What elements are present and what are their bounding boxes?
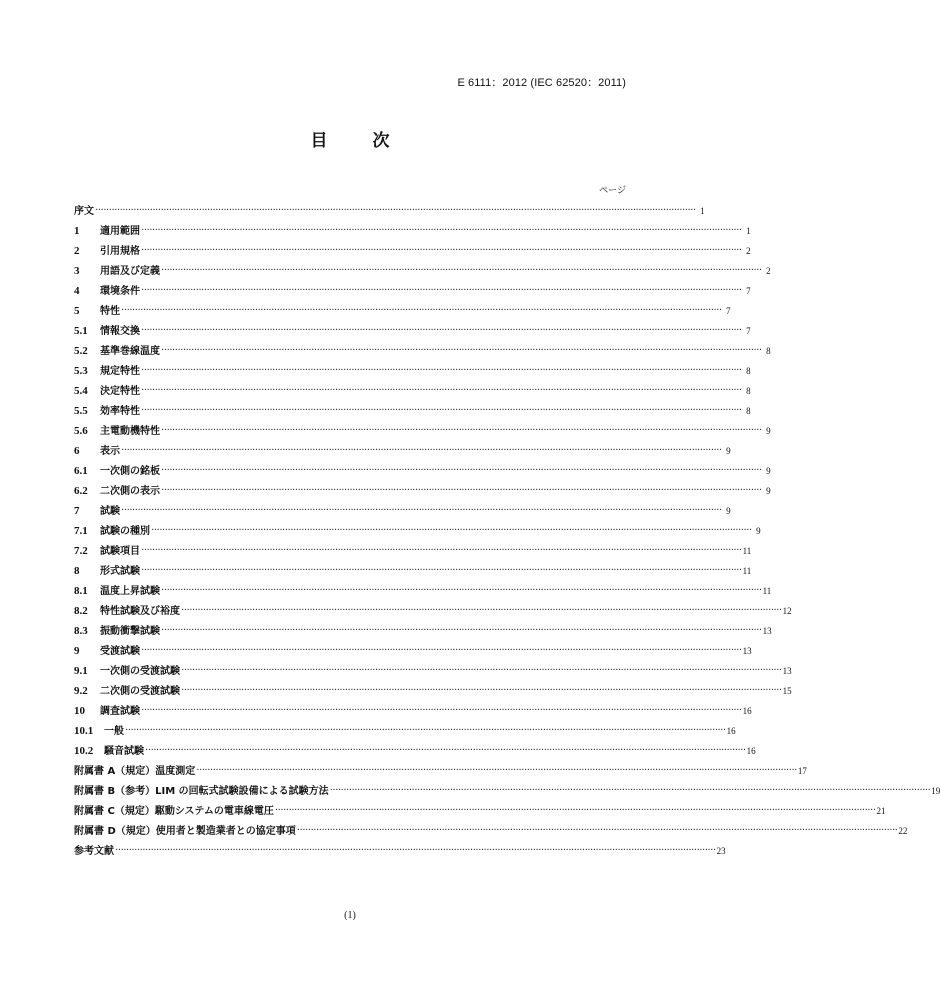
toc-entry-page: 13 (762, 626, 772, 636)
toc-entry-page: 21 (876, 806, 886, 816)
toc-entry[interactable] (74, 418, 771, 438)
toc-leader-dots: ···························································································································································································································· (161, 345, 762, 356)
toc-entry-title: 一次側の銘板 (100, 466, 160, 477)
toc-entry-number: 7 (74, 505, 80, 517)
toc-leader-dots: ···························································································································································································································· (296, 825, 898, 836)
toc-entry-title: 調査試験 (100, 706, 140, 717)
toc-entry-number: 5.2 (74, 345, 88, 357)
toc-entry[interactable] (74, 738, 756, 758)
toc-entry-title: 振動衝撃試験 (100, 626, 160, 637)
toc-leader-dots: ···························································································································································································································· (121, 445, 722, 456)
toc-entry-page: 8 (746, 366, 751, 376)
toc-entry[interactable] (74, 698, 752, 718)
toc-leader-dots: ···························································································································································································································· (141, 385, 742, 396)
toc-entry-number: 7.1 (74, 525, 88, 537)
toc-leader-dots: ···························································································································································································································· (161, 425, 762, 436)
toc-entry-title: 騒音試験 (104, 746, 144, 757)
standard-code: E 6111：2012 (IEC 62520：2011) (457, 77, 626, 89)
toc-entry-title: 主電動機特性 (100, 426, 160, 437)
toc-entry-number: 8.1 (74, 585, 88, 597)
toc-leader-dots: ···························································································································································································································· (141, 565, 742, 576)
toc-entry[interactable] (74, 338, 771, 358)
toc-entry[interactable] (74, 278, 751, 298)
toc-entry-page: 16 (742, 706, 752, 716)
toc-entry[interactable] (74, 838, 726, 858)
toc-entry-page: 8 (766, 346, 771, 356)
toc-entry-title: 引用規格 (100, 246, 140, 257)
toc-entry-title: 効率特性 (100, 406, 140, 417)
toc-entry[interactable] (74, 558, 752, 578)
toc-entry-page: 1 (746, 226, 751, 236)
toc-leader-dots: ···························································································································································································································· (161, 485, 762, 496)
toc-entry-page: 9 (766, 426, 771, 436)
toc-entry[interactable] (74, 198, 705, 218)
toc-entry-title: 試験の種別 (100, 526, 150, 537)
toc-leader-dots: ···························································································································································································································· (151, 525, 752, 536)
toc-leader-dots: ···························································································································································································································· (161, 585, 762, 596)
toc-leader-dots: ···························································································································································································································· (141, 645, 742, 656)
toc-leader-dots: ···························································································································································································································· (141, 325, 742, 336)
toc-entry-title: 適用範囲 (100, 226, 140, 237)
toc-entry-page: 7 (726, 306, 731, 316)
toc-entry[interactable] (74, 218, 751, 238)
toc-leader-dots: ···························································································································································································································· (141, 245, 742, 256)
toc-leader-dots: ···························································································································································································································· (115, 845, 716, 856)
toc-leader-dots: ···························································································································································································································· (181, 605, 782, 616)
toc-entry-page: 13 (742, 646, 752, 656)
toc-entry[interactable] (74, 798, 886, 818)
toc-entry-title: 序文 (74, 206, 94, 217)
toc-entry-number: 5.1 (74, 325, 88, 337)
page-number-footer: (1) (344, 910, 356, 921)
toc-entry-page: 9 (726, 446, 731, 456)
toc-leader-dots: ···························································································································································································································· (141, 225, 742, 236)
toc-entry-page: 8 (746, 386, 751, 396)
toc-leader-dots: ···························································································································································································································· (161, 625, 762, 636)
toc-entry-title: 規定特性 (100, 366, 140, 377)
toc-entry[interactable] (74, 258, 771, 278)
toc-leader-dots: ···························································································································································································································· (274, 805, 876, 816)
toc-entry-title: 特性 (100, 306, 120, 317)
toc-entry[interactable] (74, 318, 751, 338)
toc-entry-title: 附属書 C（規定）駆動システムの電車線電圧 (74, 806, 274, 817)
toc-entry-number: 8.2 (74, 605, 88, 617)
toc-entry-number: 8.3 (74, 625, 88, 637)
toc-entry[interactable] (74, 518, 761, 538)
toc-entry[interactable] (74, 658, 792, 678)
toc-leader-dots: ···························································································································································································································· (141, 365, 742, 376)
toc-entry-page: 11 (762, 586, 772, 596)
toc-entry-page: 9 (766, 486, 771, 496)
toc-entry-title: 受渡試験 (100, 646, 140, 657)
toc-entry-title: 試験項目 (100, 546, 140, 557)
toc-leader-dots: ···························································································································································································································· (181, 685, 782, 696)
page-column-label: ページ (599, 186, 626, 196)
toc-entry[interactable] (74, 678, 792, 698)
toc-leader-dots: ···························································································································································································································· (141, 705, 742, 716)
toc-entry-page: 2 (746, 246, 751, 256)
toc-entry-number: 6.2 (74, 485, 88, 497)
toc-entry-title: 基準巻線温度 (100, 346, 160, 357)
toc-leader-dots: ···························································································································································································································· (329, 785, 931, 796)
toc-entry-title: 試験 (100, 506, 120, 517)
toc-entry[interactable] (74, 638, 752, 658)
toc-entry[interactable] (74, 298, 731, 318)
toc-entry-page: 16 (726, 726, 736, 736)
toc-entry-number: 5.3 (74, 365, 88, 377)
toc-entry-number: 4 (74, 285, 80, 297)
toc-entry-title: 表示 (100, 446, 120, 457)
toc-entry-page: 7 (746, 286, 751, 296)
toc-entry-number: 3 (74, 265, 80, 277)
toc-leader-dots: ···························································································································································································································· (196, 765, 797, 776)
toc-entry-page: 19 (931, 786, 940, 796)
toc-entry[interactable] (74, 238, 751, 258)
toc-entry[interactable] (74, 758, 807, 778)
toc-entry-page: 16 (746, 746, 756, 756)
toc-entry-title: 附属書 D（規定）使用者と製造業者との協定事項 (74, 826, 296, 837)
toc-title: 目 次 (310, 131, 404, 151)
toc-entry-title: 形式試験 (100, 566, 140, 577)
toc-entry-number: 5.6 (74, 425, 88, 437)
toc-leader-dots: ···························································································································································································································· (121, 505, 722, 516)
toc-list (74, 198, 940, 858)
toc-leader-dots: ···························································································································································································································· (181, 665, 782, 676)
toc-entry-title: 一般 (104, 726, 124, 737)
toc-entry-page: 9 (726, 506, 731, 516)
toc-entry-number: 10.1 (74, 725, 94, 737)
toc-entry-page: 1 (700, 206, 705, 216)
toc-leader-dots: ···························································································································································································································· (161, 465, 762, 476)
toc-leader-dots: ···························································································································································································································· (95, 205, 696, 216)
toc-entry[interactable] (74, 618, 772, 638)
toc-entry-number: 5.4 (74, 385, 88, 397)
toc-entry-number: 9.1 (74, 665, 88, 677)
toc-entry-page: 8 (746, 406, 751, 416)
toc-leader-dots: ···························································································································································································································· (125, 725, 726, 736)
toc-entry-number: 10.2 (74, 745, 94, 757)
toc-entry-title: 用語及び定義 (100, 266, 160, 277)
toc-entry-page: 12 (782, 606, 792, 616)
toc-leader-dots: ···························································································································································································································· (121, 305, 722, 316)
toc-entry-page: 15 (782, 686, 792, 696)
toc-entry-number: 5.5 (74, 405, 88, 417)
toc-entry-page: 17 (797, 766, 807, 776)
toc-entry-number: 10 (74, 705, 85, 717)
toc-entry[interactable] (74, 398, 751, 418)
toc-entry-page: 2 (766, 266, 771, 276)
toc-entry[interactable] (74, 498, 731, 518)
toc-entry[interactable] (74, 358, 751, 378)
toc-entry-number: 9 (74, 645, 80, 657)
toc-entry[interactable] (74, 378, 751, 398)
toc-entry-page: 11 (742, 546, 752, 556)
toc-entry-page: 9 (766, 466, 771, 476)
toc-entry-title: 環境条件 (100, 286, 140, 297)
toc-entry[interactable] (74, 478, 771, 498)
toc-entry-page: 22 (898, 826, 908, 836)
toc-entry-title: 二次側の受渡試験 (100, 686, 180, 697)
toc-entry-title: 一次側の受渡試験 (100, 666, 180, 677)
toc-leader-dots: ···························································································································································································································· (161, 265, 762, 276)
toc-entry-title: 二次側の表示 (100, 486, 160, 497)
toc-entry-page: 9 (756, 526, 761, 536)
toc-entry-number: 5 (74, 305, 80, 317)
toc-entry-title: 参考文献 (74, 846, 114, 857)
toc-entry[interactable] (74, 818, 908, 838)
toc-entry-number: 9.2 (74, 685, 88, 697)
toc-entry-number: 6 (74, 445, 80, 457)
toc-leader-dots: ···························································································································································································································· (141, 405, 742, 416)
toc-leader-dots: ···························································································································································································································· (141, 285, 742, 296)
toc-entry[interactable] (74, 458, 771, 478)
toc-entry-page: 7 (746, 326, 751, 336)
toc-entry[interactable] (74, 778, 940, 798)
toc-entry-title: 附属書 B（参考）LIM の回転式試験設備による試験方法 (74, 786, 329, 797)
toc-entry[interactable] (74, 598, 792, 618)
toc-entry-page: 13 (782, 666, 792, 676)
toc-entry-number: 1 (74, 225, 80, 237)
toc-entry-number: 8 (74, 565, 80, 577)
toc-entry-number: 6.1 (74, 465, 88, 477)
toc-entry-number: 2 (74, 245, 80, 257)
toc-entry[interactable] (74, 538, 752, 558)
toc-entry[interactable] (74, 718, 736, 738)
toc-leader-dots: ···························································································································································································································· (141, 545, 742, 556)
toc-leader-dots: ···························································································································································································································· (145, 745, 746, 756)
toc-entry[interactable] (74, 438, 731, 458)
toc-entry-page: 11 (742, 566, 752, 576)
toc-entry-number: 7.2 (74, 545, 88, 557)
toc-entry-title: 情報交換 (100, 326, 140, 337)
toc-entry-title: 温度上昇試験 (100, 586, 160, 597)
toc-entry-title: 特性試験及び裕度 (100, 606, 180, 617)
toc-entry-title: 決定特性 (100, 386, 140, 397)
toc-entry-page: 23 (716, 846, 726, 856)
toc-entry-title: 附属書 A（規定）温度測定 (74, 766, 196, 777)
toc-entry[interactable] (74, 578, 772, 598)
